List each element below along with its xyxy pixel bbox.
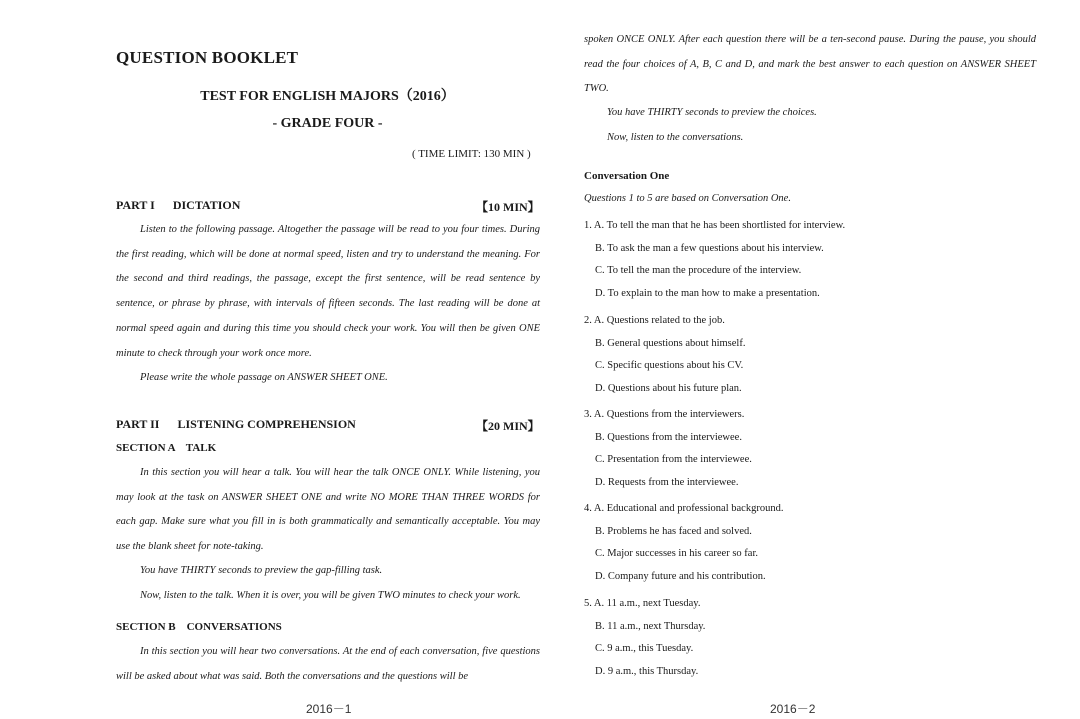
section-a-paragraph: In this section you will hear a talk. You will hear the talk ONCE ONLY. While listening, you may look at the task on ANSWER SHEET ONE and write NO MORE THAN THREE WORDS for each gap. Make sure what you fill in is both grammatically and semantically acceptable. You may use the blank sheet for note-taking. [116,467,540,553]
question-option: C. Specific questions about his CV. [595,360,744,372]
page2-footer: 2016－2 [770,702,816,716]
part1-name: DICTATION [172,198,241,212]
part2-label: PART II [116,417,160,431]
question-item: 2. A. Questions related to the job. [584,315,725,326]
page2-line1: You have THIRTY seconds to preview the choices. [607,107,817,118]
question-option: D. To explain to the man how to make a presentation. [595,288,820,300]
part2-heading [116,417,356,432]
conversation-note: Questions 1 to 5 are based on Conversation One. [584,193,791,204]
part1-label: PART I [116,198,155,212]
part1-paragraph: Listen to the following passage. Altogether the passage will be read to you four times. During the first reading, which will be done at normal speed, listen and try to understand the meaning. For the second and third readings, the passage, except the first sentence, will be read sentence by sentence, or phrase by phrase, with intervals of fifteen seconds. The last reading will be done at normal speed again and during this time you should check your work. You will then be given ONE minute to check through your work once more. [116,224,540,359]
part2-duration: 【20 MIN】 [476,419,540,433]
time-limit: ( TIME LIMIT: 130 MIN ) [412,148,531,160]
part1-instruction: Please write the whole passage on ANSWER SHEET ONE. [140,372,388,383]
question-item: 4. A. Educational and professional background. [584,503,784,514]
question-option: C. To tell the man the procedure of the interview. [595,265,802,277]
question-option: D. Requests from the interviewee. [595,477,739,489]
page1-footer: 2016－1 [306,702,352,716]
question-option: B. 11 a.m., next Thursday. [595,620,706,632]
booklet-title: QUESTION BOOKLET [116,48,299,67]
question-option: B. Problems he has faced and solved. [595,525,752,537]
section-a-line1: You have THIRTY seconds to preview the gap-filling task. [140,565,383,576]
question-option: D. Company future and his contribution. [595,571,766,583]
question-option: B. Questions from the interviewee. [595,431,742,443]
question-option: C. 9 a.m., this Tuesday. [595,643,694,655]
question-option: D. Questions about his future plan. [595,383,742,395]
part2-name: LISTENING COMPREHENSION [177,417,356,431]
section-b-paragraph: In this section you will hear two conversations. At the end of each conversation, five questions will be asked about what was said. Both the conversations and the questions will be [116,646,540,682]
section-a-line2: Now, listen to the talk. When it is over, you will be given TWO minutes to check your work. [140,590,521,601]
question-option: C. Presentation from the interviewee. [595,454,752,466]
question-item: 3. A. Questions from the interviewers. [584,409,745,420]
question-item: 5. A. 11 a.m., next Tuesday. [584,598,701,609]
question-option: B. General questions about himself. [595,337,746,349]
conversation-heading: Conversation One [584,170,670,182]
test-title: TEST FOR ENGLISH MAJORS（2016） [200,89,455,104]
section-a-title: SECTION A TALK [116,442,217,454]
section-b-title: SECTION B CONVERSATIONS [116,621,282,633]
page2-line2: Now, listen to the conversations. [607,132,744,143]
part1-duration: 【10 MIN】 [476,200,540,214]
question-option: B. To ask the man a few questions about his interview. [595,242,824,254]
grade-label: - GRADE FOUR - [272,116,383,131]
question-option: D. 9 a.m., this Thursday. [595,666,699,678]
part1-heading [116,198,240,213]
page2-continuation: spoken ONCE ONLY. After each question there will be a ten-second pause. During the pause, you should read the four choices of A, B, C and D, and mark the best answer to each question on ANSWER SHEET TWO. [584,34,1036,94]
question-item: 1. A. To tell the man that he has been shortlisted for interview. [584,220,846,231]
question-option: C. Major successes in his career so far. [595,548,758,560]
